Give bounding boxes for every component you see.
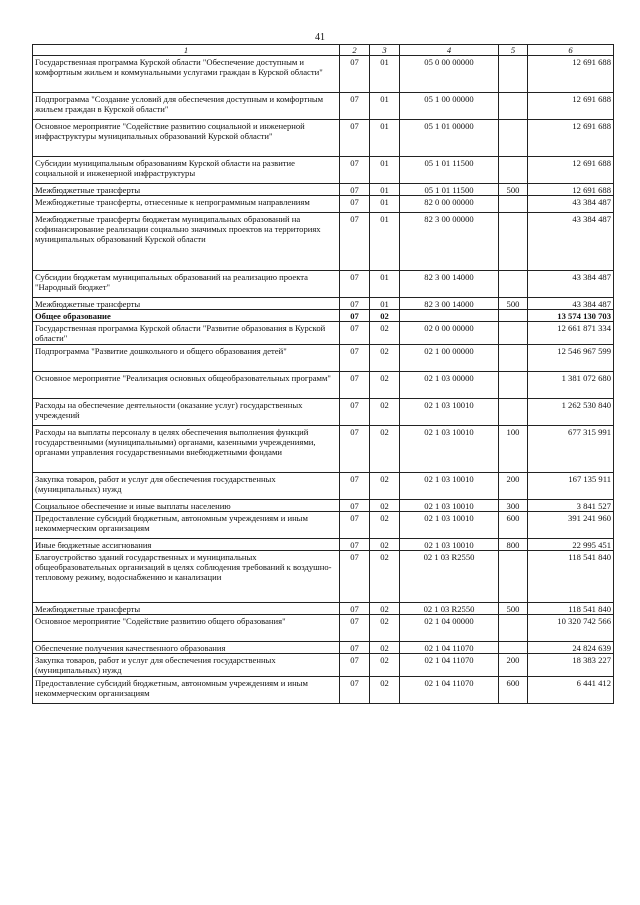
row-section: 07 [340,677,370,704]
row-subsection: 02 [370,322,400,345]
table-row [33,120,614,157]
row-sum: 18 383 227 [528,654,614,677]
row-section: 07 [340,93,370,120]
row-name: Закупка товаров, работ и услуг для обеспечения государственных (муниципальных) нужд [33,473,340,500]
row-subsection: 01 [370,56,400,93]
table-row [33,213,614,271]
table-row [33,310,614,322]
row-expense [499,310,528,322]
row-name: Межбюджетные трансферты [33,298,340,310]
row-article: 02 1 04 11070 [400,654,499,677]
row-sum: 1 381 072 680 [528,372,614,399]
row-subsection: 02 [370,372,400,399]
row-section: 07 [340,399,370,426]
row-section: 07 [340,654,370,677]
row-article: 02 1 04 11070 [400,642,499,654]
row-name: Закупка товаров, работ и услуг для обеспечения государственных (муниципальных) нужд [33,654,340,677]
row-sum: 13 574 130 703 [528,310,614,322]
row-sum: 43 384 487 [528,298,614,310]
table-row [33,271,614,298]
row-subsection: 01 [370,213,400,271]
budget-table [32,44,614,704]
row-name: Субсидии муниципальным образованиям Курской области на развитие социальной и инженерной инфраструктуры [33,157,340,184]
row-sum: 12 691 688 [528,93,614,120]
row-name: Основное мероприятие "Содействие развитию социальной и инженерной инфраструктуры муниципальных образований Курской области" [33,120,340,157]
row-section: 07 [340,213,370,271]
row-subsection: 02 [370,677,400,704]
row-expense: 500 [499,184,528,196]
row-article: 82 0 00 00000 [400,196,499,213]
table-row [33,56,614,93]
row-section: 07 [340,426,370,473]
row-section: 07 [340,642,370,654]
row-subsection: 02 [370,473,400,500]
row-expense [499,157,528,184]
row-subsection: 02 [370,539,400,551]
row-expense [499,615,528,642]
row-name: Подпрограмма "Создание условий для обеспечения доступным и комфортным жильем граждан в Курской области" [33,93,340,120]
budget-table-body [33,45,614,704]
row-article: 02 1 03 R2550 [400,551,499,603]
row-expense [499,399,528,426]
row-subsection: 01 [370,184,400,196]
row-expense: 600 [499,677,528,704]
row-section: 07 [340,615,370,642]
row-article: 05 1 00 00000 [400,93,499,120]
row-expense [499,213,528,271]
row-section: 07 [340,157,370,184]
row-expense [499,271,528,298]
row-article: 82 3 00 14000 [400,271,499,298]
row-expense [499,345,528,372]
table-row [33,345,614,372]
header-cell-sum: 6 [528,45,614,56]
row-sum: 22 995 451 [528,539,614,551]
row-sum: 10 320 742 566 [528,615,614,642]
row-name: Подпрограмма "Развитие дошкольного и общего образования детей" [33,345,340,372]
row-sum: 677 315 991 [528,426,614,473]
row-name: Государственная программа Курской области "Развитие образования в Курской области" [33,322,340,345]
row-section: 07 [340,372,370,399]
row-sum: 1 262 530 840 [528,399,614,426]
table-row [33,603,614,615]
row-name: Общее образование [33,310,340,322]
row-article [400,310,499,322]
table-row [33,615,614,642]
row-name: Обеспечение получения качественного образования [33,642,340,654]
row-sum: 118 541 840 [528,603,614,615]
row-subsection: 02 [370,500,400,512]
row-sum: 43 384 487 [528,196,614,213]
row-subsection: 01 [370,298,400,310]
row-subsection: 01 [370,120,400,157]
row-expense: 500 [499,298,528,310]
row-section: 07 [340,184,370,196]
row-expense: 200 [499,473,528,500]
row-subsection: 02 [370,426,400,473]
row-article: 02 1 03 00000 [400,372,499,399]
row-name: Расходы на обеспечение деятельности (оказание услуг) государственных учреждений [33,399,340,426]
row-article: 05 1 01 00000 [400,120,499,157]
row-subsection: 02 [370,310,400,322]
row-name: Межбюджетные трансферты бюджетам муниципальных образований на софинансирование реализации социально значимых проектов на территориях муниципальных образований Курской области [33,213,340,271]
table-row [33,184,614,196]
table-row [33,642,614,654]
row-expense [499,372,528,399]
row-section: 07 [340,271,370,298]
row-name: Межбюджетные трансферты [33,184,340,196]
row-article: 02 1 03 R2550 [400,603,499,615]
row-article: 02 0 00 00000 [400,322,499,345]
row-name: Государственная программа Курской области "Обеспечение доступным и комфортным жильем и коммунальными услугами граждан в Курской области" [33,56,340,93]
row-subsection: 02 [370,642,400,654]
row-sum: 118 541 840 [528,551,614,603]
row-sum: 12 691 688 [528,184,614,196]
table-row [33,677,614,704]
row-name: Межбюджетные трансферты, отнесенные к непрограммным направлениям [33,196,340,213]
row-subsection: 02 [370,654,400,677]
row-sum: 12 691 688 [528,157,614,184]
row-expense: 100 [499,426,528,473]
table-row [33,512,614,539]
row-sum: 391 241 960 [528,512,614,539]
row-subsection: 02 [370,551,400,603]
row-article: 02 1 03 10010 [400,399,499,426]
row-name: Основное мероприятие "Содействие развитию общего образования" [33,615,340,642]
table-row [33,196,614,213]
table-row [33,372,614,399]
row-subsection: 01 [370,271,400,298]
row-subsection: 01 [370,93,400,120]
row-section: 07 [340,322,370,345]
row-section: 07 [340,551,370,603]
row-article: 02 1 03 10010 [400,426,499,473]
row-name: Иные бюджетные ассигнования [33,539,340,551]
row-expense [499,120,528,157]
row-article: 02 1 04 11070 [400,677,499,704]
row-subsection: 01 [370,157,400,184]
row-name: Социальное обеспечение и иные выплаты населению [33,500,340,512]
table-row [33,298,614,310]
table-row [33,93,614,120]
row-article: 05 0 00 00000 [400,56,499,93]
row-expense [499,642,528,654]
row-section: 07 [340,603,370,615]
table-row [33,500,614,512]
table-row [33,322,614,345]
table-row [33,399,614,426]
row-sum: 24 824 639 [528,642,614,654]
row-section: 07 [340,500,370,512]
row-name: Предоставление субсидий бюджетным, автономным учреждениям и иным некоммерческим организациям [33,512,340,539]
row-expense: 800 [499,539,528,551]
row-expense [499,551,528,603]
row-expense: 200 [499,654,528,677]
row-section: 07 [340,345,370,372]
header-cell-name: 1 [33,45,340,56]
row-name: Предоставление субсидий бюджетным, автономным учреждениям и иным некоммерческим организациям [33,677,340,704]
row-article: 05 1 01 11500 [400,157,499,184]
header-cell-subsection: 3 [370,45,400,56]
row-subsection: 01 [370,196,400,213]
row-name: Благоустройство зданий государственных и муниципальных общеобразовательных организаций в целях соблюдения требований к воздушно-тепловому режиму, водоснабжению и канализации [33,551,340,603]
row-name: Межбюджетные трансферты [33,603,340,615]
row-subsection: 02 [370,399,400,426]
row-section: 07 [340,298,370,310]
row-name: Субсидии бюджетам муниципальных образований на реализацию проекта "Народный бюджет" [33,271,340,298]
row-article: 02 1 00 00000 [400,345,499,372]
row-sum: 12 546 967 599 [528,345,614,372]
row-sum: 3 841 527 [528,500,614,512]
header-cell-article: 4 [400,45,499,56]
table-row [33,426,614,473]
row-article: 82 3 00 00000 [400,213,499,271]
row-expense: 600 [499,512,528,539]
row-sum: 12 691 688 [528,56,614,93]
row-article: 02 1 03 10010 [400,500,499,512]
row-article: 82 3 00 14000 [400,298,499,310]
table-row [33,654,614,677]
row-sum: 43 384 487 [528,213,614,271]
header-cell-expense: 5 [499,45,528,56]
row-sum: 167 135 911 [528,473,614,500]
row-subsection: 02 [370,615,400,642]
row-section: 07 [340,196,370,213]
page-number: 41 [315,32,325,43]
row-name: Расходы на выплаты персоналу в целях обеспечения выполнения функций государственными (муниципальными) органами, казенными учреждениями, органами управления государственными внебюджетными фондами [33,426,340,473]
row-article: 02 1 03 10010 [400,512,499,539]
row-section: 07 [340,310,370,322]
row-expense [499,322,528,345]
row-section: 07 [340,473,370,500]
table-row [33,539,614,551]
table-row [33,473,614,500]
row-section: 07 [340,512,370,539]
table-header-row [33,45,614,56]
row-section: 07 [340,56,370,93]
row-sum: 12 661 871 334 [528,322,614,345]
row-section: 07 [340,539,370,551]
row-section: 07 [340,120,370,157]
row-sum: 6 441 412 [528,677,614,704]
row-name: Основное мероприятие "Реализация основных общеобразовательных программ" [33,372,340,399]
row-expense: 500 [499,603,528,615]
row-expense [499,196,528,213]
row-expense [499,93,528,120]
row-subsection: 02 [370,512,400,539]
row-expense: 300 [499,500,528,512]
table-row [33,157,614,184]
header-cell-section: 2 [340,45,370,56]
row-article: 05 1 01 11500 [400,184,499,196]
row-sum: 43 384 487 [528,271,614,298]
table-row [33,551,614,603]
row-article: 02 1 03 10010 [400,539,499,551]
row-article: 02 1 04 00000 [400,615,499,642]
row-subsection: 02 [370,603,400,615]
row-subsection: 02 [370,345,400,372]
row-sum: 12 691 688 [528,120,614,157]
row-article: 02 1 03 10010 [400,473,499,500]
row-expense [499,56,528,93]
